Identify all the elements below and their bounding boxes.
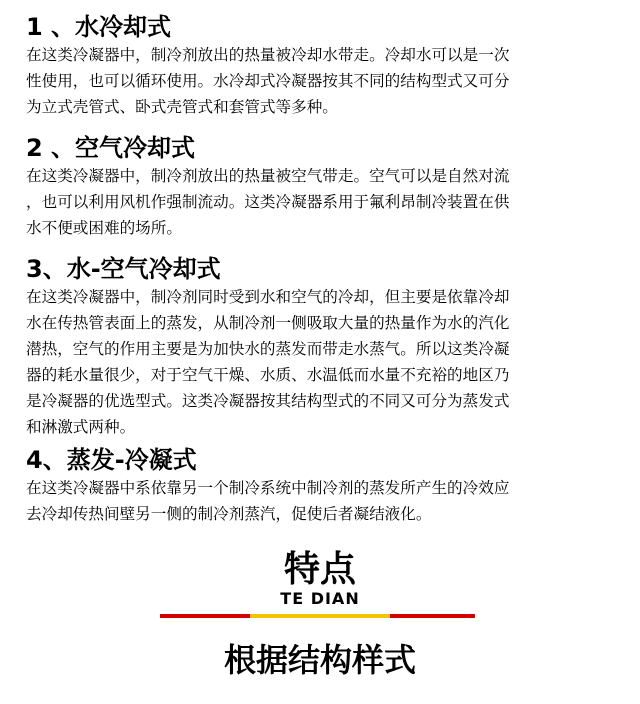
body-line: 和淋激式两种。 xyxy=(26,418,136,436)
body-line: 去冷却传热间壁另一侧的制冷剂蒸汽，促使后者凝结液化。 xyxy=(26,505,432,523)
divider-right xyxy=(390,614,475,618)
section-title: 4、蒸发-冷凝式 xyxy=(26,446,197,474)
section-title: 2 、空气冷却式 xyxy=(26,134,196,162)
body-line: 潜热，空气的作用主要是为加快水的蒸发而带走水蒸气。所以这类冷凝 xyxy=(26,340,510,358)
body-line: 是冷凝器的优选型式。这类冷凝器按其结构型式的不同又可分为蒸发式 xyxy=(26,392,510,410)
body-line: ，也可以利用风机作强制流动。这类冷凝器系用于氟利昂制冷装置在供 xyxy=(26,193,510,211)
body-line: 性使用，也可以循环使用。水冷却式冷凝器按其不同的结构型式又可分 xyxy=(26,72,510,90)
section-water-cooled xyxy=(26,12,616,120)
section-water-air-cooled xyxy=(26,254,616,440)
body-line: 水在传热管表面上的蒸发，从制冷剂一侧吸取大量的热量作为水的汽化 xyxy=(26,314,510,332)
divider-left xyxy=(160,614,250,618)
section-body xyxy=(26,163,616,241)
section-air-cooled xyxy=(26,133,616,241)
feature-subtitle: TE DIAN xyxy=(280,589,360,608)
body-line: 在这类冷凝器中，制冷剂同时受到水和空气的冷却，但主要是依靠冷却 xyxy=(26,288,510,306)
divider-middle xyxy=(250,614,390,618)
body-line: 水不便或困难的场所。 xyxy=(26,219,182,237)
section-body xyxy=(26,42,616,120)
section-body xyxy=(26,475,616,527)
section-title: 3、水-空气冷却式 xyxy=(26,255,221,283)
body-line: 为立式壳管式、卧式壳管式和套管式等多种。 xyxy=(26,98,338,116)
section-evaporative-condensing xyxy=(26,445,616,527)
subheading: 根据结构样式 xyxy=(223,641,416,679)
body-line: 在这类冷凝器中，制冷剂放出的热量被冷却水带走。冷却水可以是一次 xyxy=(26,46,510,64)
feature-title: 特点 xyxy=(283,549,356,590)
feature-heading xyxy=(0,550,640,608)
body-line: 在这类冷凝器中，制冷剂放出的热量被空气带走。空气可以是自然对流 xyxy=(26,167,510,185)
body-line: 在这类冷凝器中系依靠另一个制冷系统中制冷剂的蒸发所产生的冷效应 xyxy=(26,479,510,497)
body-line: 器的耗水量很少，对于空气干燥、水质、水温低而水量不充裕的地区乃 xyxy=(26,366,510,384)
section-body xyxy=(26,284,616,440)
section-title: 1 、水冷却式 xyxy=(26,13,172,41)
